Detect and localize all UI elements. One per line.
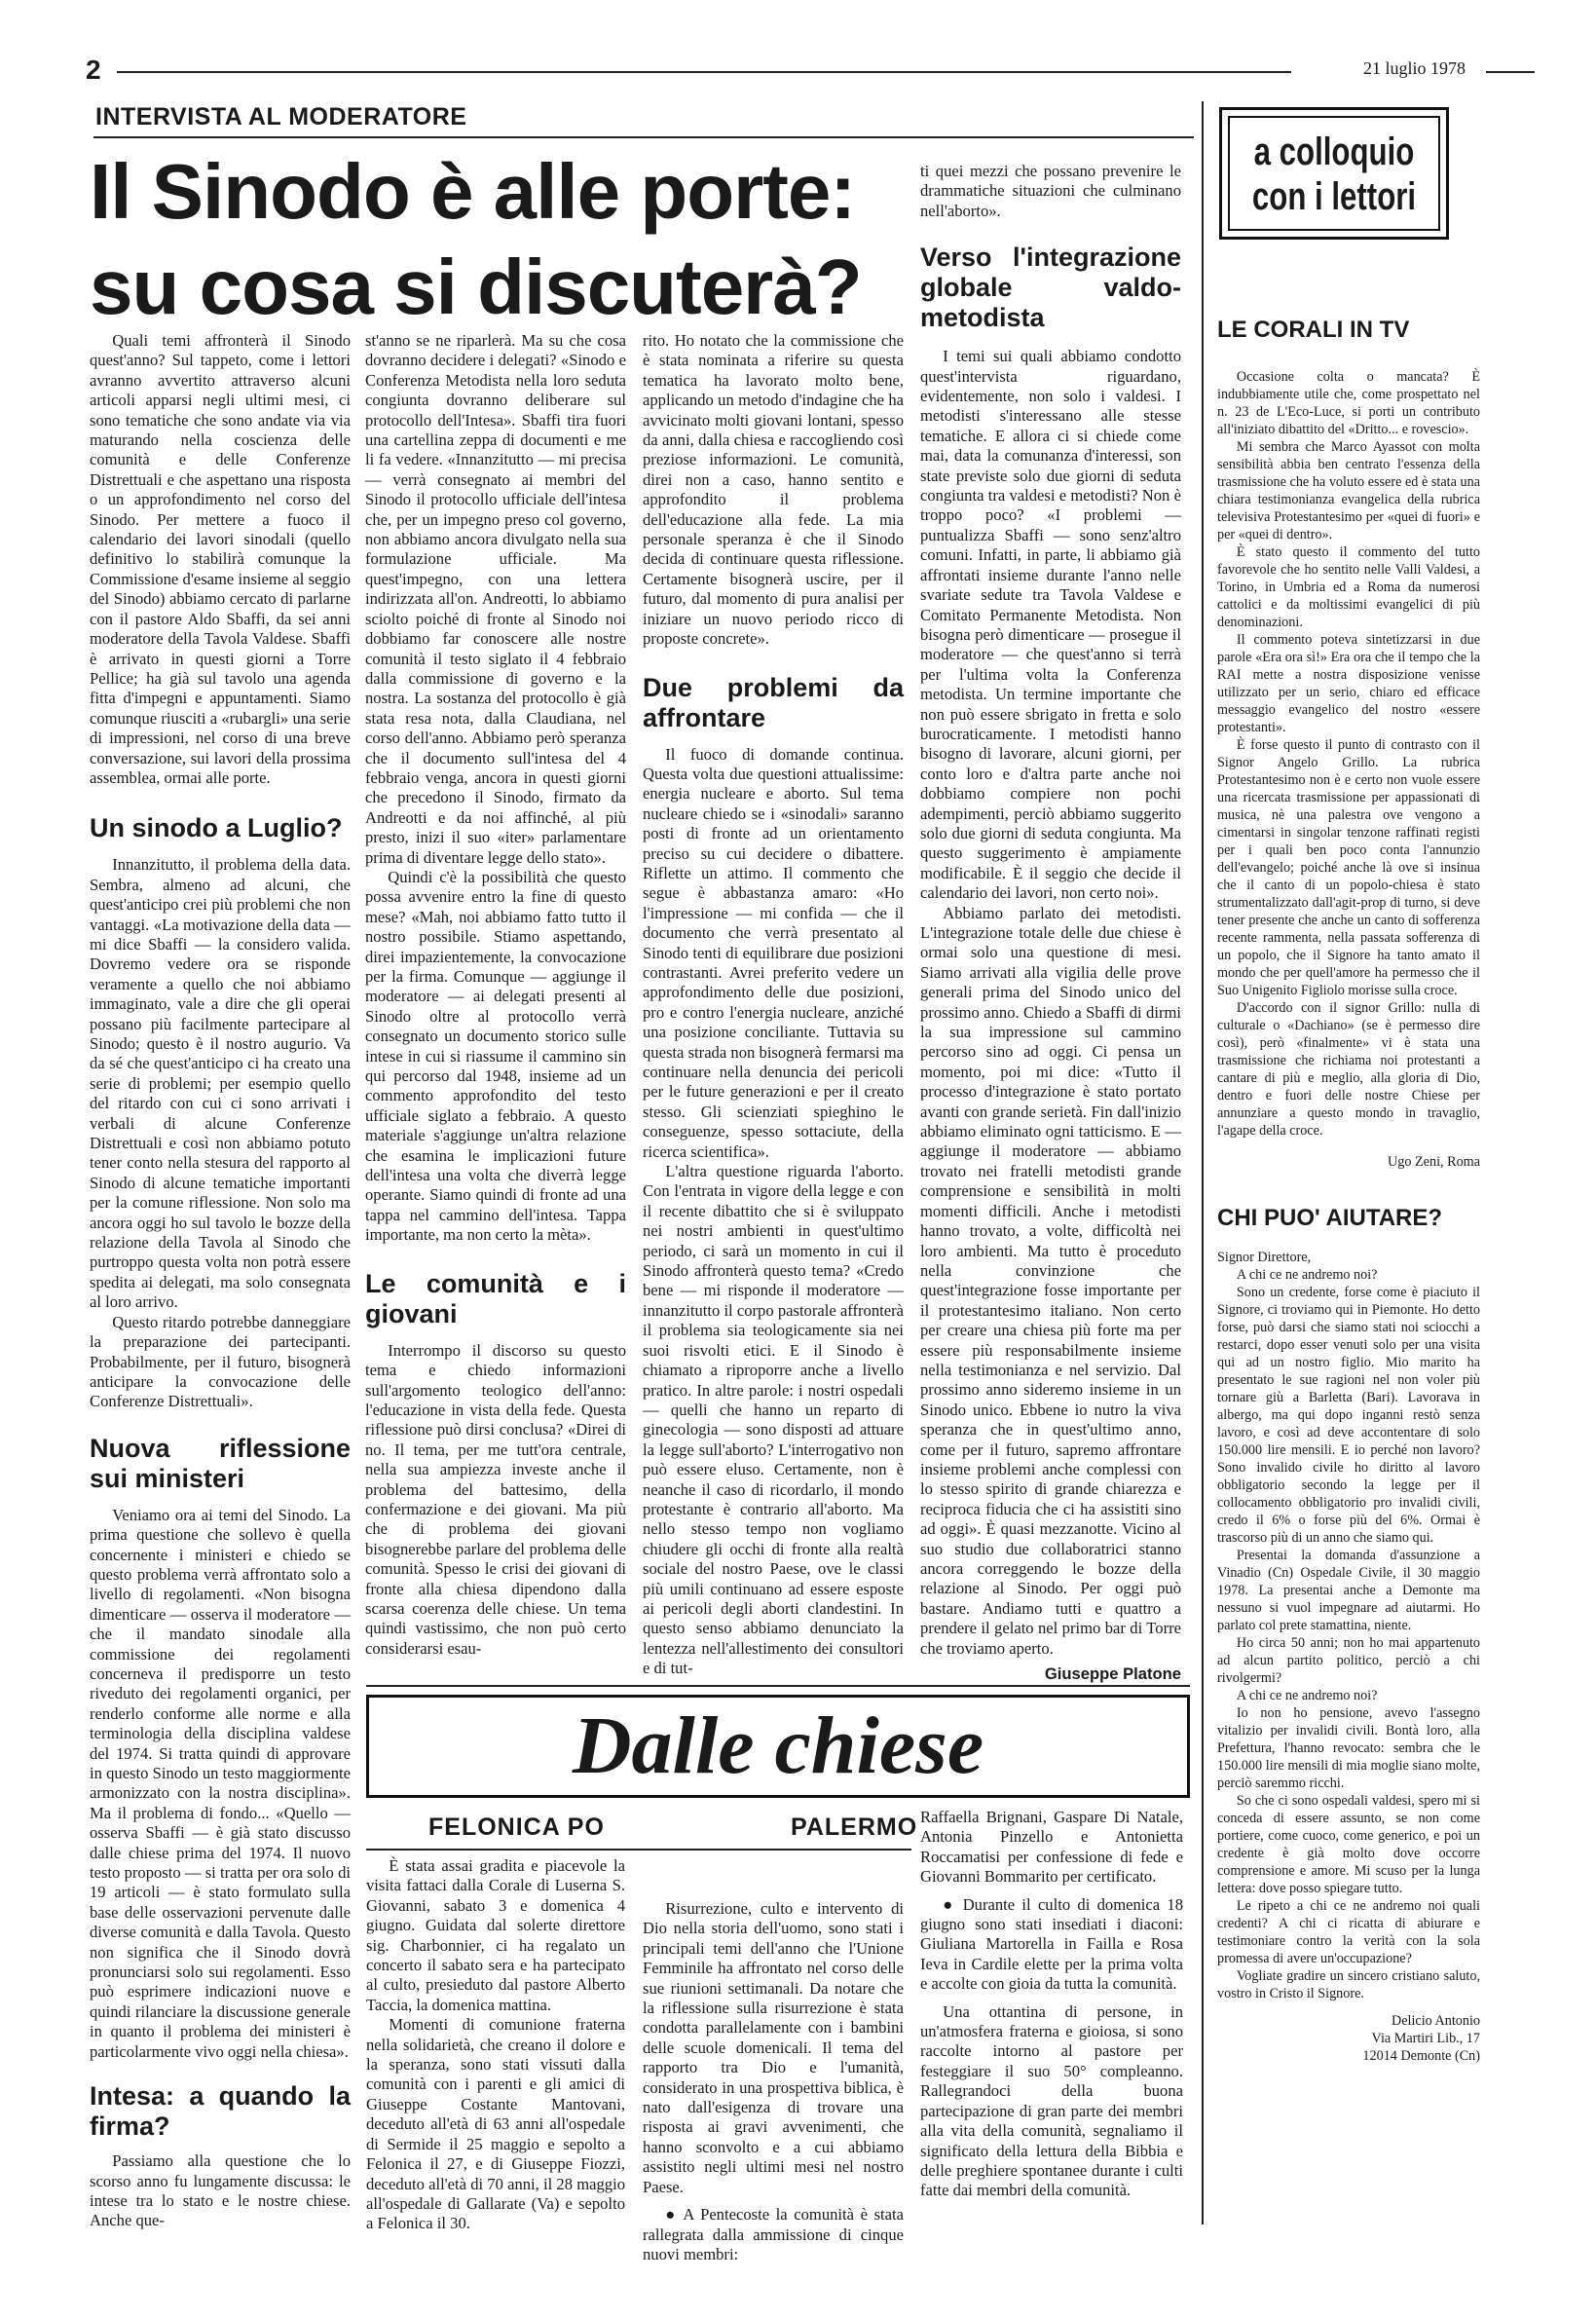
paragraph: È stato questo il commento del tutto favorevole che ho sentito nelle Valli Valdesi, a Torino, in Umbria ed a Roma da numerosi cattolici e da moltissimi evangelici di più denominazioni. [1217, 544, 1480, 630]
column-2 [365, 331, 626, 1659]
sidebar-divider [1202, 101, 1204, 2225]
paragraph: Abbiamo parlato dei metodisti. L'integrazione totale delle due chiese è ormai solo una questione di mesi. Siamo arrivati alla vigilia delle prove generali prima del Sinodo unico del prossimo anno. Chiedo a Sbaffi di dirmi la sua impressione sul cammino percorso sino ad oggi. Ci pensa un momento, poi mi dice: «Tutto il processo d'integrazione è stato portato avanti con grande serietà. Fin dall'inizio abbiamo eliminato ogni tatticismo. E — aggiunge il moderatore — abbiamo trovato nei fratelli metodisti grande comprensione e sensibilità in molti momenti difficili. Anche i metodisti hanno trovato, a volte, difficoltà nei loro ambienti. Ma tutto è proceduto nella convinzione che quest'integrazione fosse importante per il protestantesimo italiano. Non certo per creare una chiesa più forte ma per essere più responsabilmente insieme nella testimonianza e nel servizio. Dal prossimo anno sideremo insieme in un Sinodo unico. Ebbene io nutro la viva speranza che in quest'ultimo anno, come per il futuro, sapremo affrontare insieme problemi anche complessi con lo stesso spirito di grande chiarezza e reciproca fiducia che ci ha assistiti sino ad oggi». È quasi mezzanotte. Vicino al suo studio due collaboratrici stanno ancora correggendo le bozze della relazione al Sinodo. Per oggi può bastare. Andiamo tutti e quattro a prendere il gelato nel primo bar di Torre che troviamo aperto. [920, 903, 1181, 1658]
sidebar-content [1217, 317, 1480, 2065]
signature-name: Delicio Antonio [1391, 2013, 1480, 2029]
letter-signature: Ugo Zeni, Roma [1388, 1154, 1480, 1170]
subhead-chi-puo-aiutare: CHI PUO' AIUTARE? [1217, 1205, 1443, 1231]
paragraph: Veniamo ora ai temi del Sinodo. La prima questione che sollevo è quella concernente i ministeri e chiedo se questo problema verrà affrontato solo a livello di regolamenti. «Non bisogna dimenticare — osserva il moderatore — che il mandato sinodale alla commissione dei regolamenti concerneva il predisporre un testo riveduto dei regolamenti organici, per renderlo conforme alle norme e alla terminologia della disciplina valdese del 1974. Si tratta quindi di approvare in questo Sinodo un testo maggiormente armonizzato con la nostra disciplina». Ma il problema di fondo... «Quello — osserva Sbaffi — è già stato discusso dalle chiese prima del 1974. Il nuovo testo proposto — si tratta per ora solo di 19 articoli — è stato formulato sulla base delle osservazioni pervenute dalle diverse comunità e dalla Tavola. Questo non significa che il Sinodo dovrà pronunciarsi solo sui regolamenti. Esso può esprimere indicazioni nuove e quindi rilanciare la discussione generale in quanto il problema dei ministeri è particolarmente vivo oggi nella chiesa». [90, 1505, 351, 2061]
location-rule [366, 1849, 911, 1851]
header-rule [117, 71, 1291, 73]
dalle-chiese-banner [366, 1695, 1190, 1798]
paragraph: Presentai la domanda d'assunzione a Vinadio (Cn) Ospedale Civile, il 30 maggio 1978. La presentai anche a Demonte ma nessuno si vuol impegnare ad aiutarmi. Ho parlato col prete stamattina, niente. [1217, 1548, 1480, 1633]
paragraph: D'accordo con il signor Grillo: nulla di culturale o «Dachiano» (se è permesso dire così), però «finalmente» vi è stata una trasmissione che richiama noi protestanti a cantare di più e meglio, alla gloria di Dio, dentro e fuori delle nostre Chiese per annunziare a questo mondo in travaglio, l'agape della croce. [1217, 1000, 1480, 1139]
paragraph: È stata assai gradita e piacevole la visita fattaci dalla Corale di Luserna S. Giovanni, sabato 3 e domenica 4 giugno. Guidata dal solerte direttore sig. Charbonnier, ci ha regalato un concerto il sabato sera e ha partecipato al culto, presieduto dal pastore Alberto Taccia, la domenica mattina. [366, 1856, 625, 2014]
author-signature: Giuseppe Platone [1044, 1664, 1181, 1684]
sidebar-title [1246, 130, 1421, 219]
subhead-corali-tv: LE CORALI IN TV [1217, 317, 1410, 343]
subhead-sinodo-luglio: Un sinodo a Luglio? [90, 813, 343, 843]
paragraph: Il commento poteva sintetizzarsi in due parole «Era ora sì!» Era ora che il tempo che la RAI mette a nostra disposizione venisse utilizzato per un serio, chiaro ed efficace messaggio evangelico del nostro «essere protestanti». [1217, 632, 1480, 735]
paragraph: Mi sembra che Marco Ayassot con molta sensibilità abbia ben centrato l'essenza della trasmissione che ha voluto essere ed è stata una chiara testimonianza evangelica della rubrica televisiva Protestantesimo per «quei di fuori» e per «quei di dentro». [1217, 439, 1480, 542]
paragraph: A chi ce ne andremo noi? [1236, 1688, 1378, 1703]
subhead-comunita-giovani: Le comunità e i giovani [365, 1268, 626, 1328]
headline [90, 144, 862, 335]
paragraph: Interrompo il discorso su questo tema e chiedo informazioni sull'argomento teologico dell'anno: l'educazione in vista della fede. Questa riflessione può dirsi conclusa? «Direi di no. Il tema, per me tutt'ora centrale, nella sua ampiezza investe anche il problema del battesimo, della confermazione e dei giovani. Ma più che di problema dei giovani bisognerebbe parlare del problema delle comunità. Spesso le crisi dei giovani di fronte alla chiesa dipendono dalla scarsa coerenza delle chiese. Un tema quindi vastissimo, che non può certo considerarsi esau- [365, 1340, 626, 1658]
section-label: INTERVISTA AL MODERATORE [95, 103, 467, 131]
headline-line-2: su cosa si discuterà? [90, 243, 862, 330]
subhead-ministeri: Nuova riflessione sui ministeri [90, 1433, 351, 1493]
subhead-integrazione: Verso l'integrazione globale valdo-metodista [920, 243, 1181, 333]
paragraph: È forse questo il punto di contrasto con il Signor Angelo Grillo. La rubrica Protestantesimo non è e certo non vuole essere una ricercata trasmissione per appassionati di musica, nè una palestra ove vengono a cimentarsi in singolar tenzone raffinati registi per i quali ben poco conta l'annunzio dell'evangelo; poiché anche là ove si insinua che il canto di un popolo-chiesa è stato strumentalizzato dall'agit-prop di turno, si deve tener presente che anche un canto di sofferenza recente rammenta, nella passata sofferenza di un popolo, che il Signore ha tanto amato il mondo che per quell'amore ha permesso che il Suo Unigenito Figliolo morisse sulla croce. [1217, 737, 1480, 998]
location-palermo: PALERMO [791, 1813, 918, 1841]
page-number: 2 [86, 55, 101, 85]
signature-city: 12014 Demonte (Cn) [1362, 2048, 1480, 2064]
letter-signature-2 [1217, 2012, 1480, 2065]
sidebar-title-line-2: con i lettori [1251, 175, 1417, 218]
paragraph: Questo ritardo potrebbe danneggiare la preparazione dei partecipanti. Probabilmente, per il futuro, bisognerà anticipare la convocazione delle Conferenze Distrettuali». [90, 1312, 351, 1411]
sidebar-title-line-1: a colloquio [1253, 131, 1415, 173]
section-rule [93, 136, 1194, 138]
paragraph: Occasione colta o mancata? È indubbiamente utile che, come prospettato nel n. 23 de L'Eco-Luce, si porti un contributo all'iniziato dibattito del «Dritto... e rovescio». [1217, 369, 1480, 437]
paragraph: ● A Pentecoste la comunità è stata rallegrata dalla ammissione di cinque nuovi membri: [643, 2205, 904, 2263]
paragraph: Passiamo alla questione che lo scorso anno fu lungamente discussa: le intese tra lo stato e le nostre chiese. Anche que- [90, 2151, 351, 2230]
paragraph: ● Durante il culto di domenica 18 giugno sono stati insediati i diaconi: Giuliana Martorella in Failla e Rosa Ieva in Cardile elette per la prima volta e accolte con gioia da tutta la comunità. [920, 1894, 1183, 1994]
dalle-chiese-title: Dalle chiese [572, 1701, 984, 1791]
sidebar-title-box [1219, 107, 1449, 240]
paragraph: Ho circa 50 anni; non ho mai appartenuto ad alcun partito politico, perciò a chi rivolgermi? [1217, 1635, 1480, 1686]
column-4 [920, 162, 1181, 1684]
paragraph: Quindi c'è la possibilità che questo possa avvenire entro la fine di questo mese? «Mah, noi abbiamo fatto tutto il nostro possibile. Stiamo aspettando, direi impazientemente, la convocazione per la firma. Comunque — aggiunge il moderatore — ai delegati presenti al Sinodo oltre al protocollo verrà consegnato un documento storico sulle intese in cui si riassume il cammino sin qui percorso dal 1948, insieme ad un commento approfondito del testo ufficiale siglato a febbraio. A questo materiale s'aggiunge un'altra relazione che esamina le implicazioni future dell'intesa una volta che diverrà legge operante. Siamo quindi di fronte ad una tappa nel cammino dell'intesa. Tappa importante, ma non certo la mèta». [365, 867, 626, 1245]
paragraph: Risurrezione, culto e intervento di Dio nella storia dell'uomo, sono stati i principali temi dell'anno che l'Unione Femminile ha affrontato nel corso delle sue riunioni settimanali. Da notare che la riflessione sulla risurrezione è stata condotta parallelamente con i bambini delle scuole domenicali. Il tema del rapporto tra Dio e l'umanità, considerato in una prospettiva biblica, è nato dall'esigenza di trovare una risposta ai gravi avvenimenti, che hanno sconvolto e a cui abbiamo assistito negli ultimi mesi nel nostro Paese. [643, 1899, 904, 2196]
paragraph: L'altra questione riguarda l'aborto. Con l'entrata in vigore della legge e con il recente dibattito che si è sviluppato nei nostri ambienti in quest'ultimo periodo, ci sarà un momento in cui il Sinodo affronterà questo tema? «Credo bene — mi risponde il moderatore — innanzitutto il corpo pastorale affronterà il problema sia teologicamente sia nei suoi risvolti etici. E il Sinodo è chiamato a riproporre anche a livello pratico. In altre parole: i nostri ospedali — quelli che hanno un reparto di ginecologia — sono disposti ad attuare la legge sull'aborto? L'interrogativo non può essere eluso. Certamente, non è neanche il caso di ricordarlo, il mondo protestante è contrario all'aborto. Ma nello stesso tempo non vogliamo chiudere gli occhi di fronte alla realtà sociale del nostro Paese, ove le classi più umili continuano ad essere esposte ai pericoli degli aborti clandestini. In questo senso abbiamo denunciato la lentezza nell'allestimento dei consultori e di tut- [643, 1162, 904, 1678]
paragraph: rito. Ho notato che la commissione che è stata nominata a riferire su questa tematica ha lavorato molto bene, applicando un metodo d'indagine che ha avvicinato molti giovani lontani, spesso da anni, dalla chiesa e raccogliendo così preziose informazioni. Le comunità, direi non a caso, hanno sentito e approfondito il problema dell'educazione alla fede. La mia personale speranza è che il Sinodo decida di continuare questa riflessione. Certamente bisognerà uscire, per il futuro, dal momento di pura analisi per iniziare un nuovo periodo ricco di proposte concrete». [643, 331, 904, 649]
paragraph: st'anno se ne riparlerà. Ma su che cosa dovranno decidere i delegati? «Sinodo e Conferenza Metodista nella loro seduta congiunta dovranno deliberare sul protocollo dell'Intesa». Sbaffi tira fuori una cartellina zeppa di documenti e me li fa vedere. «Innanzitutto — mi precisa — verrà consegnato ai membri del Sinodo il protocollo ufficiale dell'intesa che, per un impegno preso col governo, non abbiamo ancora divulgato nella sua formulazione ufficiale. Ma quest'impegno, con una lettera indirizzata all'on. Andreotti, lo abbiamo sciolto poiché di fronte al Sinodo noi dobbiamo far conoscere alle nostre comunità il testo siglato il 4 febbraio dalla commissione di governo e la nostra. La sostanza del protocollo è già stata resa nota, dalla Claudiana, nel corso dell'anno. Abbiamo però speranza che il documento sull'intesa del 4 febbraio venga, ancora in questi giorni che precedono il Sinodo, firmato da Andreotti e da noi affinché, al più presto, inizi il suo «iter» parlamentare prima di diventare legge dello stato». [365, 331, 626, 867]
column-3 [643, 331, 904, 1679]
paragraph: Momenti di comunione fraterna nella solidarietà, che creano il dolore e la speranza, sono stati vissuti dalla comunità con i parenti e gli amici di Giuseppe Costante Mantovani, deceduto all'età di 63 anni all'ospedale di Sermide il 25 maggio e sepolto a Felonica il 27, e di Giuseppe Fiozzi, deceduto all'età di 70 anni, il 28 maggio all'ospedale di Gallarate (Va) e sepolto a Felonica il 30. [366, 2015, 625, 2233]
column-1 [90, 331, 351, 2231]
paragraph: Innanzitutto, il problema della data. Sembra, almeno ad alcuni, che quest'anticipo crei più problemi che non vantaggi. «La motivazione della data — mi dice Sbaffi — la considero valida. Dovremo vedere ora se risponde veramente a quello che noi abbiamo immaginato, vale a dire che gli operai possano più facilmente partecipare al Sinodo; questo è il nostro augurio. Va da sé che quest'anticipo ci ha creato una serie di problemi; per esempio quello del ritardo con cui ci sono arrivati i verbali di alcune Conferenze Distrettuali e così non abbiamo potuto tener conto nella stesura del rapporto al Sinodo di alcune tematiche importanti per la comune riflessione. Non solo ma ancora oggi ho sul tavolo le bozze della relazione della Tavola al Sinodo che purtroppo questa volta non potrà essere spedita ai delegati, ma solo consegnata al loro arrivo. [90, 855, 351, 1312]
subhead-intesa: Intesa: a quando la firma? [90, 2081, 351, 2142]
dalle-chiese-col-1 [366, 1856, 625, 2234]
header-rule-right [1486, 71, 1535, 73]
intro-paragraph: Quali temi affronterà il Sinodo quest'anno? Sul tappeto, come i lettori avranno avvertito attraverso alcuni articoli apparsi negli ultimi mesi, ci sono tematiche che sono andate via via maturando nella coscienza delle comunità e delle Conferenze Distrettuali e che aspettano una risposta o un approfondimento nel corso del Sinodo. Per mettere a fuoco il calendario dei lavori sinodali (quello definitivo lo stabilirà comunque la Commissione d'esame insieme al seggio del Sinodo) abbiamo cercato di parlarne con il pastore Aldo Sbaffi, da sei anni moderatore della Tavola Valdese. Sbaffi è arrivato in questi giorni a Torre Pellice; ha già sul tavolo una agenda fitta d'impegni e appuntamenti. Siamo comunque riusciti a «rubargli» una serie di impressioni, nel corso di una breve conversazione, sui lavori della prossima assemblea, ormai alle porte. [90, 331, 351, 787]
paragraph: A chi ce ne andremo noi? [1236, 1267, 1378, 1283]
paragraph: Le ripeto a chi ce ne andremo noi quali credenti? A chi ci ricatta di abiurare e testimoniare contro la verità con la sola promessa di avere un'occupazione? [1217, 1898, 1480, 1966]
dalle-chiese-col-3 [920, 1808, 1183, 2201]
headline-line-1: Il Sinodo è alle porte: [90, 148, 855, 235]
paragraph: So che ci sono ospedali valdesi, spero mi si conceda di essere assunto, se non come portiere, come cuoco, come generico, e poi un credente è già molto dove occorre comprensione e amore. Mi scuso per la lunga lettera: dove posso spiegare tutto. [1217, 1793, 1480, 1896]
paragraph: Vogliate gradire un sincero cristiano saluto, vostro in Cristo il Signore. [1217, 1968, 1480, 2001]
paragraph: Il fuoco di domande continua. Questa volta due questioni attualissime: energia nucleare e aborto. Sul tema nucleare chiedo se i «sinodali» saranno posti di fronte ad un orientamento preciso su cui decidere o dibattere. Riflette un attimo. Il commento che segue è abbastanza amaro: «Ho l'impressione — mi confida — che il documento che verrà presentato al Sinodo tenti di equilibrare due posizioni contrastanti. Avrei preferito vedere un approfondimento delle due posizioni, pro e contro l'energia nucleare, anziché una posizione conciliante. Tuttavia su questa strada non bisognerà fermarsi ma continuare nella denuncia dei pericoli per le future generazioni e per il creato stesso. Gli scienziati spieghino le conseguenze, spesso sottaciute, della ricerca scientifica». [643, 744, 904, 1161]
dalle-chiese-top-rule [366, 1685, 1190, 1687]
paragraph: I temi sui quali abbiamo condotto quest'intervista riguardano, evidentemente, non solo i valdesi. I metodisti s'interessano alle stesse tematiche. E allora ci si chiede come mai, data la comunanza d'interessi, son state previste solo due giorni di seduta congiunta tra valdesi e metodisti? Non è troppo poco? «I problemi — puntualizza Sbaffi — sono senz'altro comuni. Infatti, in parte, li abbiamo già affrontati insieme durante l'anno nelle svariate sedute tra Tavola Valdese e Comitato Permanente Metodista. Non bisogna però dimenticare — prosegue il moderatore — che quest'anno si terrà per l'ultima volta la Conferenza metodista. Un termine importante che non può essere sbrigato in fretta e solo burocraticamente. I metodisti hanno bisogno di lavorare, alcuni giorni, per conto loro e d'altra parte anche noi dobbiamo compiere non pochi adempimenti, perciò abbiamo suggerito solo due giorni di seduta congiunta. Ma questo suggerimento è ampiamente modificabile. È il seggio che decide il calendario dei lavori, non certo noi». [920, 347, 1181, 903]
paragraph: Io non ho pensione, avevo l'assegno vitalizio per invalidi civili. Bontà loro, alla Prefettura, l'hanno revocato: sembra che le 150.000 lire mensili di mia moglie siano molte, perciò saremmo ricchi. [1217, 1705, 1480, 1791]
paragraph: Signor Direttore, [1217, 1250, 1312, 1265]
signature-address: Via Martiri Lib., 17 [1371, 2031, 1480, 2046]
dalle-chiese-col-2 [643, 1899, 904, 2264]
paragraph: Raffaella Brignani, Gaspare Di Natale, Antonia Pinzello e Antonietta Roccamatisi per confessione di fede e Giovanni Bommarito per certificato. [920, 1808, 1183, 1887]
subhead-due-problemi: Due problemi da affrontare [643, 672, 904, 732]
issue-date: 21 luglio 1978 [1363, 58, 1466, 78]
paragraph: Sono un credente, forse come è piaciuto il Signore, ci troviamo qui in Piemonte. Ho detto forse, può darsi che siamo stati noi sciocchi a restarci, dopo esser venuti solo per una visita qui ad un nostro figlio. Mio marito ha presentato le sue ragioni nel non voler più tornare giù a Barletta (Bari). Lavorava in albergo, ma qui dopo inganni restò senza lavoro, e così ad deve accontentare di solo 150.000 lire mensili. E io perché non lavoro? Sono invalido civile ho diritto al lavoro obbligatorio secondo la legge per il collocamento obbligatorio pro invalidi civili, credo il 6% o forse più del 6%. Ormai è trascorso più di un anno che siamo qui. [1217, 1285, 1480, 1546]
paragraph: Una ottantina di persone, in un'atmosfera fraterna e gioiosa, si sono raccolte intorno al pastore per festeggiare il suo 50° compleanno. Rallegrandoci della buona partecipazione di gran parte dei membri alla vita della comunità, segnaliamo il significato della lettura della Bibbia e delle preghiere spontanee durante i culti fatte dai membri della comunità. [920, 2001, 1183, 2200]
location-felonica: FELONICA PO [428, 1813, 605, 1841]
paragraph: ti quei mezzi che possano prevenire le drammatiche situazioni che culminano nell'aborto». [920, 162, 1181, 220]
